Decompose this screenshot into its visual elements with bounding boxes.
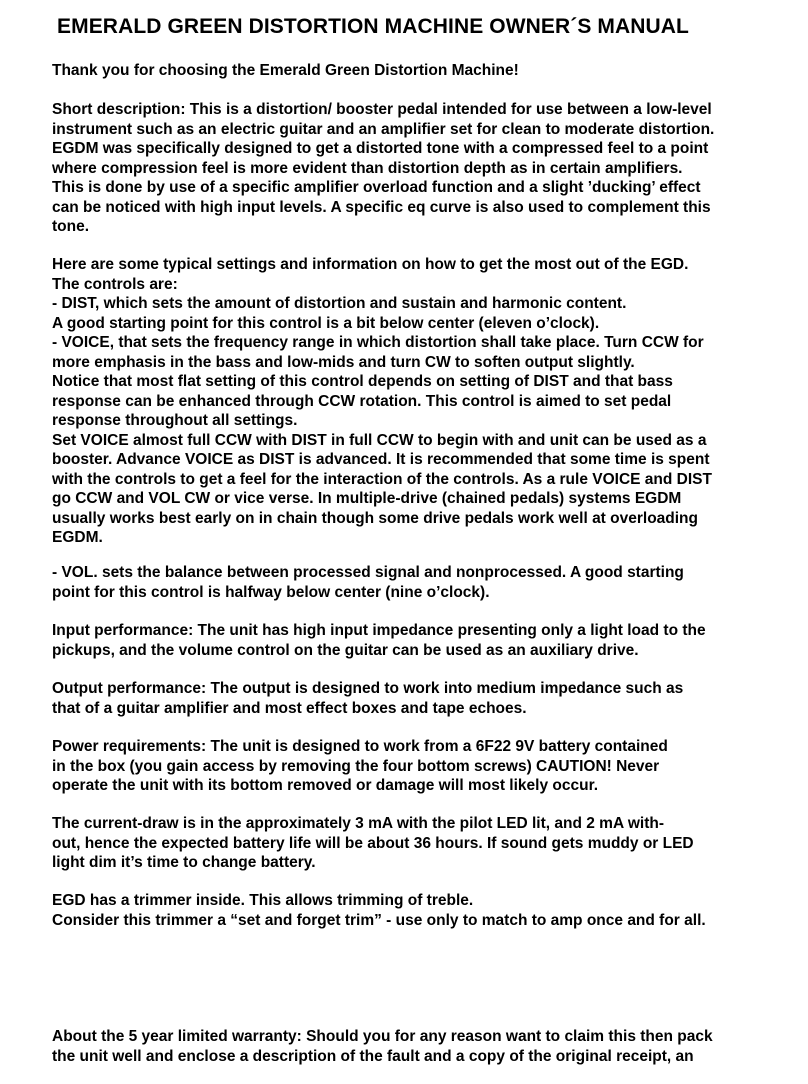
text-line: where compression feel is more evident than distortion depth as in certain amplifiers. <box>52 159 683 177</box>
text-line: About the 5 year limited warranty: Should you for any reason want to claim this then pack <box>52 1028 713 1045</box>
text-line: usually works best early on in chain though some drive pedals work well at overloading <box>52 509 698 527</box>
text-line: response can be enhanced through CCW rotation. This control is aimed to set pedal <box>52 392 672 410</box>
controls-paragraph <box>52 255 712 548</box>
text-line: Here are some typical settings and information on how to get the most out of the EGD. <box>52 256 689 273</box>
text-line: go CCW and VOL CW or vice verse. In multiple-drive (chained pedals) systems EGDM <box>52 490 682 507</box>
text-line: Power requirements: The unit is designed to work from a 6F22 9V battery contained <box>52 738 668 755</box>
text-line: Input performance: The unit has high input impedance presenting only a light load to the <box>52 622 706 639</box>
warranty-paragraph <box>52 1027 713 1066</box>
text-line: out, hence the expected battery life will be about 36 hours. If sound gets muddy or LED <box>52 834 694 852</box>
text-line: more emphasis in the bass and low-mids and turn CW to soften output slightly. <box>52 353 635 371</box>
short-description-paragraph <box>52 100 714 237</box>
text-line: Output performance: The output is designed to work into medium impedance such as <box>52 680 684 697</box>
text-line: A good starting point for this control is a bit below center (eleven o’clock). <box>52 314 600 332</box>
text-line: Thank you for choosing the Emerald Green Distortion Machine! <box>52 62 519 79</box>
text-line: operate the unit with its bottom removed or damage will most likely occur. <box>52 777 599 794</box>
output-performance-paragraph <box>52 679 683 718</box>
text-line: point for this control is halfway below center (nine o’clock). <box>52 583 490 601</box>
text-line: EGDM. <box>52 529 103 546</box>
text-line: Consider this trimmer a “set and forget trim” - use only to match to amp once and for all. <box>52 911 706 929</box>
vol-paragraph <box>52 563 684 602</box>
text-line: - VOL. sets the balance between processed signal and nonprocessed. A good starting <box>52 564 684 581</box>
text-line: can be noticed with high input levels. A specific eq curve is also used to complement this <box>52 198 711 216</box>
page-title: EMERALD GREEN DISTORTION MACHINE OWNER´S MANUAL <box>57 15 689 38</box>
text-line: with the controls to get a feel for the interaction of the controls. As a rule VOICE and DIST <box>52 470 712 488</box>
text-line: in the box (you gain access by removing the four bottom screws) CAUTION! Never <box>52 757 660 775</box>
text-line: Notice that most flat setting of this control depends on setting of DIST and that bass <box>52 373 673 390</box>
text-line: the unit well and enclose a description of the fault and a copy of the original receipt, an <box>52 1047 694 1065</box>
text-line: pickups, and the volume control on the guitar can be used as an auxiliary drive. <box>52 641 639 659</box>
text-line: EGDM was specifically designed to get a distorted tone with a compressed feel to a point <box>52 140 709 157</box>
text-line: booster. Advance VOICE as DIST is advanced. It is recommended that some time is spent <box>52 451 710 468</box>
input-performance-paragraph <box>52 621 706 660</box>
text-line: that of a guitar amplifier and most effect boxes and tape echoes. <box>52 699 527 717</box>
text-line: tone. <box>52 218 90 235</box>
text-line: response throughout all settings. <box>52 412 298 429</box>
text-line: instrument such as an electric guitar and an amplifier set for clean to moderate distortion. <box>52 120 715 138</box>
current-draw-paragraph <box>52 814 694 873</box>
power-requirements-paragraph <box>52 737 668 796</box>
text-line: EGD has a trimmer inside. This allows trimming of treble. <box>52 892 474 909</box>
text-line: - DIST, which sets the amount of distortion and sustain and harmonic content. <box>52 295 627 312</box>
text-line: light dim it’s time to change battery. <box>52 854 316 871</box>
trimmer-paragraph <box>52 891 706 930</box>
text-line: Set VOICE almost full CCW with DIST in full CCW to begin with and unit can be used as a <box>52 431 707 449</box>
text-line: Short description: This is a distortion/ booster pedal intended for use between a low-level <box>52 101 712 118</box>
text-line: The current-draw is in the approximately 3 mA with the pilot LED lit, and 2 mA with- <box>52 815 665 832</box>
thanks-paragraph <box>52 61 519 81</box>
text-line: - VOICE, that sets the frequency range in which distortion shall take place. Turn CCW for <box>52 334 704 351</box>
text-line: This is done by use of a specific amplifier overload function and a slight ’ducking’ effect <box>52 179 701 196</box>
text-line: The controls are: <box>52 275 178 293</box>
